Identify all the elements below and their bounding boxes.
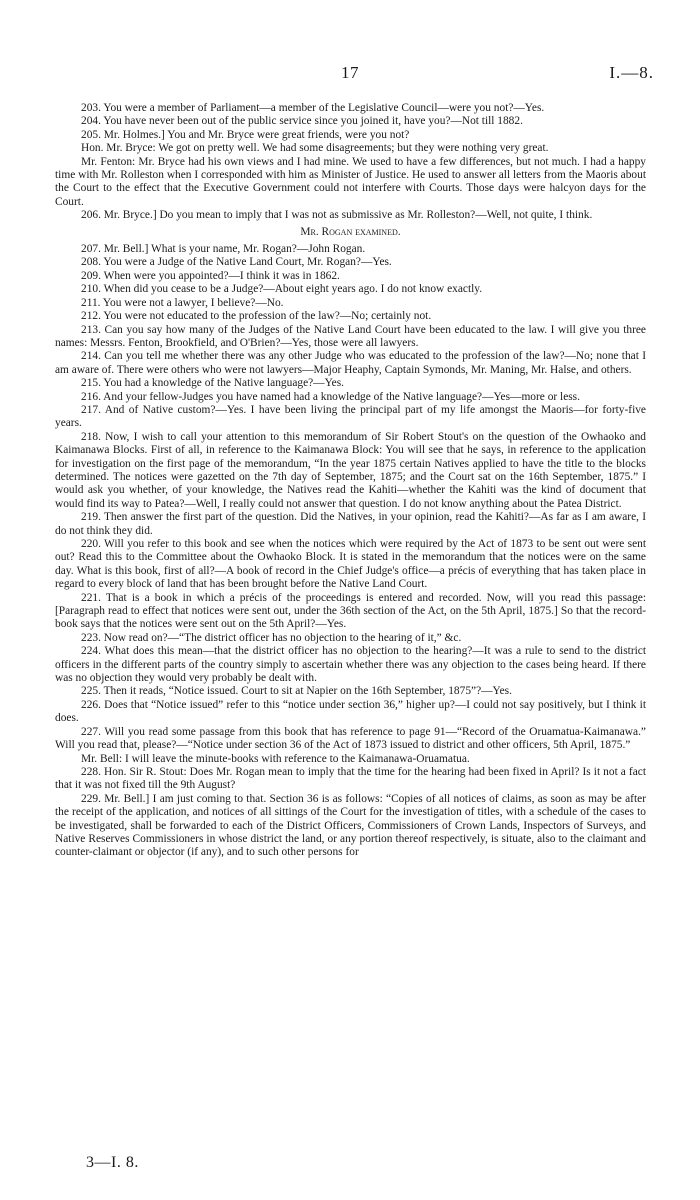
paragraph-215: 215. You had a knowledge of the Native language?—Yes.: [81, 377, 344, 390]
paragraph-fenton: Mr. Fenton: Mr. Bryce had his own views and I had mine. We used to have a few differences, but not much. I had a happy time with Mr. Rolleston when I corresponded with him as Minister of Justice. He used to answer all letters from the Maoris about the Court to the effect that the Executive Government could not interfere with Courts. Those days were halcyon days for the Court.: [55, 155, 646, 208]
paragraph-217: 217. And of Native custom?—Yes. I have been living the principal part of my life amongst the Maoris—for forty-five years.: [55, 403, 646, 430]
paragraph-203: 203. You were a member of Parliament—a member of the Legislative Council—were you not?—Yes.: [81, 102, 545, 114]
paragraph-218: 218. Now, I wish to call your attention to this memorandum of Sir Robert Stout's on the question of the Owhaoko and Kaimanawa Blocks. First of all, in reference to the Kaimanawa Block: You will see that he says, in reference to the application for investigation on the first page of the memorandum, “In the year 1875 certain Natives applied to have the title to the blocks determined. The notices were gazetted on the 7th day of September, 1875; and the Court sat on the 16th September, 1875.” I would ask you whether, of your knowledge, the Natives read the Kahiti—whether the Kahiti was the kind of document that would find its way to Patea?—Well, I really could not answer that question. I do not know anything about the Patea District.: [55, 430, 646, 510]
paragraph-211: 211. You were not a lawyer, I believe?—No.: [81, 296, 284, 309]
paragraph-212: 212. You were not educated to the profession of the law?—No; certainly not.: [81, 310, 432, 323]
paragraph-208: 208. You were a Judge of the Native Land Court, Mr. Rogan?—Yes.: [81, 256, 392, 269]
paragraph-204: 204. You have never been out of the public service since you joined it, have you?—Not till 1882.: [81, 115, 523, 128]
paragraph-226: 226. Does that “Notice issued” refer to this “notice under section 36,” higher up?—I could not say positively, but I think it does.: [55, 698, 646, 725]
section-heading-rogan-examined: Mr. Rogan examined.: [300, 225, 401, 238]
paragraph-206: 206. Mr. Bryce.] Do you mean to imply that I was not as submissive as Mr. Rolleston?—Well, not quite, I think.: [81, 209, 593, 222]
paragraph-219: 219. Then answer the first part of the question. Did the Natives, in your opinion, read the Kahiti?—As far as I am aware, I do not think they did.: [55, 511, 646, 537]
paragraph-205: 205. Mr. Holmes.] You and Mr. Bryce were great friends, were you not?: [81, 128, 410, 141]
paragraph-223: 223. Now read on?—“The district officer has no objection to the hearing of it,” &c.: [81, 631, 462, 644]
page-number: 17: [341, 63, 359, 82]
paragraph-bryce-reply: Hon. Mr. Bryce: We got on pretty well. We had some disagreements; but they were nothing very great.: [81, 142, 549, 155]
paragraph-209: 209. When were you appointed?—I think it was in 1862.: [81, 269, 340, 282]
paragraph-224: 224. What does this mean—that the district officer has no objection to the hearing?—It was a rule to send to the district officers in the different parts of the country simply to ascertain whether there was any objection to the cases being heard. If there was no objection they would very probably be dealt with.: [55, 645, 646, 685]
document-body: [55, 102, 646, 860]
document-reference: I.—8.: [609, 63, 654, 82]
paragraph-213: 213. Can you say how many of the Judges of the Native Land Court have been educated to the law. I will give you three names: Messrs. Fenton, Brookfield, and O'Brien?—Yes, those were all lawyers.: [55, 323, 646, 349]
paragraph-207: 207. Mr. Bell.] What is your name, Mr. Rogan?—John Rogan.: [81, 243, 366, 256]
paragraph-228: 228. Hon. Sir R. Stout: Does Mr. Rogan mean to imply that the time for the hearing had been fixed in April? Is it not a fact that it was not fixed till the 9th August?: [55, 765, 646, 792]
paragraph-229: 229. Mr. Bell.] I am just coming to that. Section 36 is as follows: “Copies of all notices of claims, as soon as may be after the receipt of the application, and notices of all sittings of the Court for the investigation of titles, with a schedule of the cases to be investigated, shall be forwarded to each of the District Officers, Commissioners of Crown Lands, Inspectors of Surveys, and Native Reserves Commissioners in whose district the land, or any portion thereof respectively, is situate, also to the claimant and counter-claimant or objector (if any), and to such other persons for: [55, 792, 646, 859]
paragraph-214: 214. Can you tell me whether there was any other Judge who was educated to the profession of the law?—No; none that I am aware of. There were others who were not lawyers—Major Heaphy, Captain Symonds, Mr. Maning, Mr. Halse, and others.: [55, 350, 646, 376]
paragraph-216: 216. And your fellow-Judges you have named had a knowledge of the Native language?—Yes—more or less.: [81, 390, 580, 403]
paragraph-221: 221. That is a book in which a précis of the proceedings is entered and recorded. Now, will you read this passage: [Paragraph read to effect that notices were sent out, under the 36th section of the Act, on the 5th April, 1875.] So that the record-book says that the notices were sent out on the 5th April?—Yes.: [55, 591, 646, 631]
paragraph-225: 225. Then it reads, “Notice issued. Court to sit at Napier on the 16th September, 1875”?—Yes.: [81, 685, 512, 698]
paragraph-210: 210. When did you cease to be a Judge?—About eight years ago. I do not know exactly.: [81, 283, 483, 296]
signature-mark: 3—I. 8.: [86, 1154, 139, 1171]
paragraph-bell-minute-books: Mr. Bell: I will leave the minute-books with reference to the Kaimanawa-Oruamatua.: [81, 752, 470, 765]
paragraph-227: 227. Will you read some passage from this book that has reference to page 91—“Record of the Oruamatua-Kaimanawa.” Will you read that, please?—“Notice under section 36 of the Act of 1873 issued to district and other officers, 5th April, 1875.”: [55, 725, 646, 752]
paragraph-220: 220. Will you refer to this book and see when the notices which were required by the Act of 1873 to be sent out were sent out? Read this to the Committee about the Owhaoko Block. It is stated in the memorandum that the notices were on the same day. What is this book, first of all?—A book of record in the Chief Judge's office—a précis of everything that has taken place in regard to every block of land that has been brought before the Native Land Court.: [55, 538, 646, 591]
